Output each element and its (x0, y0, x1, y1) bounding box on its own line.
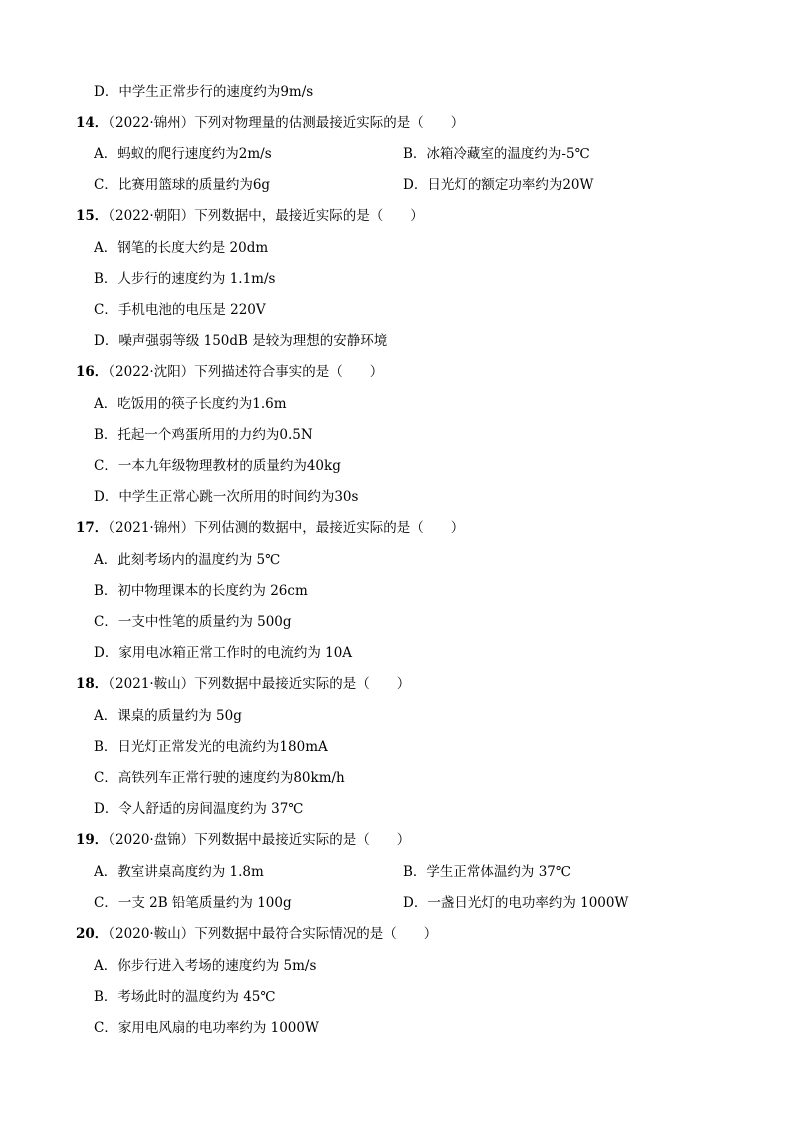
question-text: （2021·锦州）下列估测的数据中，最接近实际的是（ ） (108, 520, 465, 536)
option-16-a: A．吃饭用的筷子长度约为1.6m (94, 396, 287, 412)
option-17-b: B．初中物理课本的长度约为 26cm (94, 583, 308, 599)
option-16-b: B．托起一个鸡蛋所用的力约为0.5N (94, 427, 313, 443)
question-number: 17． (76, 520, 109, 536)
option-19-a: A．教室讲桌高度约为 1.8m (94, 864, 264, 880)
question-16 (76, 363, 383, 381)
option-20-b: B．考场此时的温度约为 45℃ (94, 989, 276, 1005)
option-19-b: B．学生正常体温约为 37℃ (403, 864, 571, 880)
option-15-c: C．手机电池的电压是 220V (94, 302, 266, 318)
option-17-c: C．一支中性笔的质量约为 500g (94, 614, 292, 630)
question-text: （2022·朝阳）下列数据中，最接近实际的是（ ） (108, 208, 424, 224)
option-16-c: C．一本九年级物理教材的质量约为40kg (94, 458, 341, 474)
option-14-a: A．蚂蚁的爬行速度约为2m/s (94, 146, 272, 162)
option-20-c: C．家用电风扇的电功率约为 1000W (94, 1020, 319, 1036)
option-14-c: C．比赛用篮球的质量约为6g (94, 177, 271, 193)
question-14 (76, 114, 464, 132)
question-number: 20． (76, 926, 109, 942)
option-15-b: B．人步行的速度约为 1.1m/s (94, 271, 276, 287)
option-13-d: D．中学生正常步行的速度约为9m/s (94, 84, 314, 100)
option-14-b: B．冰箱冷藏室的温度约为-5℃ (403, 146, 590, 162)
option-16-d: D．中学生正常心跳一次所用的时间约为30s (94, 489, 359, 505)
option-19-c: C．一支 2B 铅笔质量约为 100g (94, 895, 292, 911)
option-17-d: D．家用电冰箱正常工作时的电流约为 10A (94, 645, 353, 661)
question-number: 18． (76, 676, 109, 692)
option-15-d: D．噪声强弱等级 150dB 是较为理想的安静环境 (94, 333, 388, 349)
question-text: （2022·沈阳）下列描述符合事实的是（ ） (108, 364, 384, 380)
option-18-a: A．课桌的质量约为 50g (94, 708, 242, 724)
question-number: 19． (76, 832, 109, 848)
option-18-d: D．令人舒适的房间温度约为 37℃ (94, 801, 304, 817)
question-text: （2022·锦州）下列对物理量的估测最接近实际的是（ ） (108, 115, 465, 131)
option-18-c: C．高铁列车正常行驶的速度约为80km/h (94, 770, 345, 786)
question-text: （2020·盘锦）下列数据中最接近实际的是（ ） (108, 832, 411, 848)
option-19-d: D．一盏日光灯的电功率约为 1000W (403, 895, 629, 911)
option-18-b: B．日光灯正常发光的电流约为180mA (94, 739, 328, 755)
question-text: （2021·鞍山）下列数据中最接近实际的是（ ） (108, 676, 411, 692)
question-19 (76, 831, 410, 849)
option-14-d: D．日光灯的额定功率约为20W (403, 177, 594, 193)
question-15 (76, 207, 424, 225)
question-20 (76, 925, 437, 943)
question-17 (76, 519, 464, 537)
option-20-a: A．你步行进入考场的速度约为 5m/s (94, 958, 317, 974)
option-15-a: A．钢笔的长度大约是 20dm (94, 240, 269, 256)
question-number: 14． (76, 115, 109, 131)
question-number: 15． (76, 208, 109, 224)
option-17-a: A．此刻考场内的温度约为 5℃ (94, 552, 281, 568)
question-text: （2020·鞍山）下列数据中最符合实际情况的是（ ） (108, 926, 438, 942)
question-number: 16． (76, 364, 109, 380)
question-18 (76, 675, 410, 693)
